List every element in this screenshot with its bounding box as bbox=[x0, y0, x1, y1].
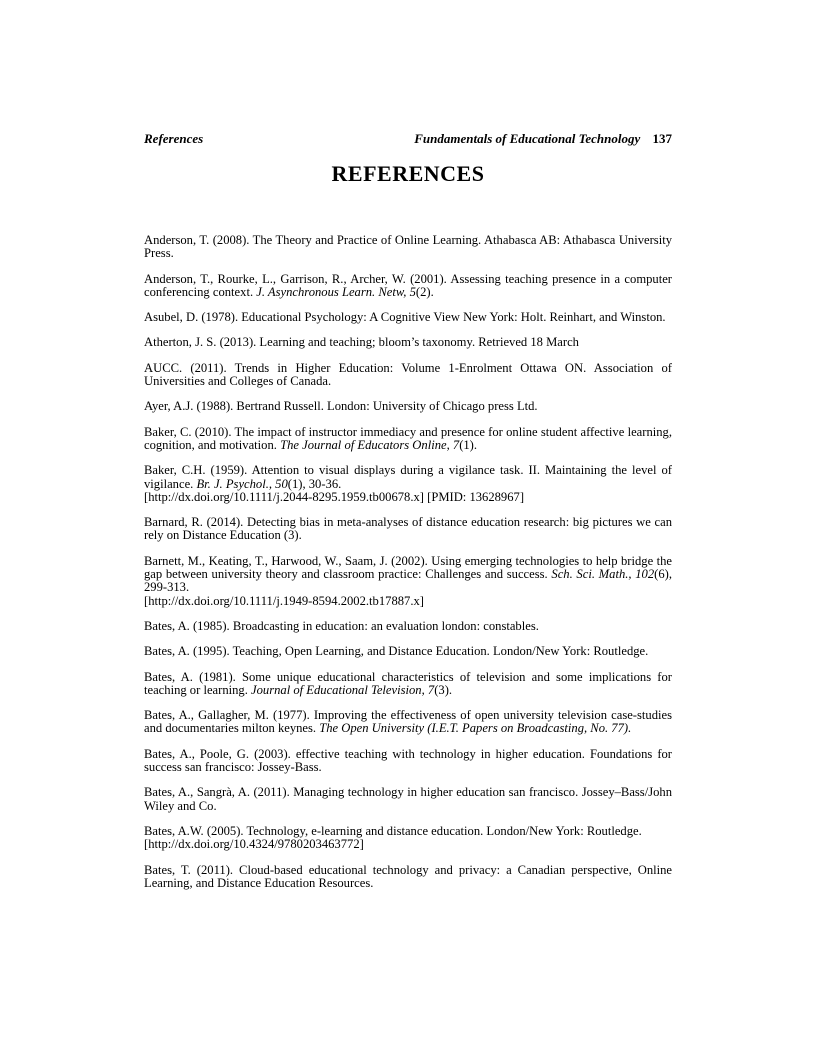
reference-text: Asubel, D. (1978). Educational Psychology: A Cognitive View New York: Holt. Reinhart, and Winston. bbox=[144, 310, 666, 325]
reference-text: Barnett, M., Keating, T., Harwood, W., Saam, J. (2002). Using emerging technologies to help bridge the gap between university theory and classroom practice: Challenges and success. bbox=[144, 553, 672, 582]
reference-text: Anderson, T. (2008). The Theory and Practice of Online Learning. Athabasca AB: Athabasca University Press. bbox=[144, 233, 672, 261]
reference-journal-name: J. Asynchronous Learn. Netw, 5 bbox=[256, 284, 416, 299]
reference-text: Ayer, A.J. (1988). Bertrand Russell. London: University of Chicago press Ltd. bbox=[144, 399, 538, 414]
reference-item bbox=[144, 555, 672, 608]
reference-text: [http://dx.doi.org/10.1111/j.2044-8295.1959.tb00678.x] [PMID: 13628967] bbox=[144, 489, 525, 504]
reference-item bbox=[144, 336, 672, 349]
reference-journal-name: Br. J. Psychol., 50 bbox=[196, 476, 288, 491]
reference-text: [http://dx.doi.org/10.1111/j.1949-8594.2002.tb17887.x] bbox=[144, 593, 424, 608]
reference-text: (1), 30-36. bbox=[287, 476, 342, 491]
reference-item bbox=[144, 362, 672, 389]
reference-item bbox=[144, 671, 672, 698]
reference-item bbox=[144, 311, 672, 324]
page-title: REFERENCES bbox=[331, 161, 485, 186]
header-section-label: References bbox=[144, 131, 204, 146]
reference-item bbox=[144, 273, 672, 300]
reference-text: Baker, C. (2010). The impact of instructor immediacy and presence for online student affective learning, cognition, and motivation. bbox=[144, 424, 672, 452]
reference-journal-name: Journal of Educational Television, 7 bbox=[251, 682, 435, 697]
reference-item bbox=[144, 464, 672, 504]
reference-text: Barnard, R. (2014). Detecting bias in meta-analyses of distance education research: big pictures we can rely on Distance Education (3). bbox=[144, 515, 672, 543]
reference-text: (3). bbox=[434, 682, 453, 697]
reference-item bbox=[144, 426, 672, 453]
references-list bbox=[144, 234, 672, 890]
reference-text: Atherton, J. S. (2013). Learning and teaching; bloom’s taxonomy. Retrieved 18 March bbox=[144, 335, 579, 350]
reference-text: Anderson, T., Rourke, L., Garrison, R., Archer, W. (2001). Assessing teaching presence in a computer conferencing context. bbox=[144, 271, 672, 299]
reference-journal-name: The Journal of Educators Online, 7 bbox=[280, 437, 460, 452]
reference-item bbox=[144, 825, 672, 852]
reference-text: Bates, A. (1981). Some unique educational characteristics of television and some implications for teaching or learning. bbox=[144, 669, 672, 697]
reference-text: Bates, A., Poole, G. (2003). effective teaching with technology in higher education. Foundations for success san francisco: Jossey-Bass. bbox=[144, 746, 672, 775]
reference-text: Bates, A. (1995). Teaching, Open Learning, and Distance Education. London/New York: Routledge. bbox=[144, 644, 649, 659]
running-header bbox=[144, 131, 672, 146]
reference-text: AUCC. (2011). Trends in Higher Education: Volume 1-Enrolment Ottawa ON. Association of Universities and Colleges of Canada. bbox=[144, 360, 672, 389]
reference-item bbox=[144, 709, 672, 736]
reference-text: Bates, T. (2011). Cloud-based educational technology and privacy: a Canadian perspective, Online Learning, and Distance Education Resources. bbox=[144, 862, 672, 890]
reference-text: (1). bbox=[459, 437, 478, 452]
reference-text: [http://dx.doi.org/10.4324/9780203463772] bbox=[144, 837, 364, 852]
reference-item bbox=[144, 864, 672, 891]
reference-text: Bates, A., Sangrà, A. (2011). Managing technology in higher education san francisco. Jossey–Bass/John Wiley and Co. bbox=[144, 785, 672, 813]
reference-text: Bates, A.W. (2005). Technology, e-learning and distance education. London/New York: Routledge. bbox=[144, 823, 642, 838]
reference-item bbox=[144, 645, 672, 658]
reference-text: (2). bbox=[415, 284, 434, 299]
header-right-group bbox=[414, 131, 672, 146]
reference-item bbox=[144, 620, 672, 633]
reference-text: Bates, A. (1985). Broadcasting in education: an evaluation london: constables. bbox=[144, 618, 539, 633]
reference-item bbox=[144, 400, 672, 413]
reference-text: Baker, C.H. (1959). Attention to visual displays during a vigilance task. II. Maintaining the level of vigilance. bbox=[144, 463, 672, 491]
reference-journal-name: The Open University (I.E.T. Papers on Broadcasting, No. 77). bbox=[319, 721, 632, 736]
reference-item bbox=[144, 786, 672, 813]
reference-text: (6), 299-313. bbox=[144, 567, 672, 595]
reference-item bbox=[144, 748, 672, 775]
reference-item bbox=[144, 516, 672, 543]
page-number: 137 bbox=[652, 131, 672, 146]
reference-text: Bates, A., Gallagher, M. (1977). Improving the effectiveness of open university television case-studies and documentaries milton keynes. bbox=[144, 708, 672, 736]
reference-journal-name: Sch. Sci. Math., 102 bbox=[551, 567, 655, 582]
header-book-title: Fundamentals of Educational Technology bbox=[414, 131, 641, 146]
reference-item bbox=[144, 234, 672, 261]
